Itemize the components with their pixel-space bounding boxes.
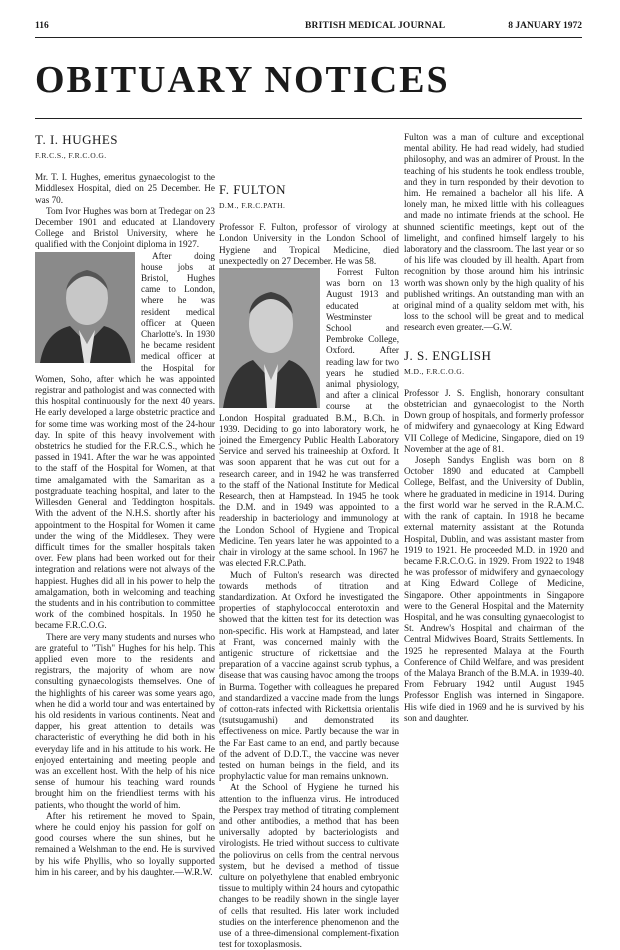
- title-rule: [35, 118, 582, 119]
- section-title: OBITUARY NOTICES: [35, 59, 450, 101]
- paragraph: Mr. T. I. Hughes, emeritus gynaecologist to the Middlesex Hospital, died on 25 December. He was 70.: [35, 172, 215, 205]
- page-number: 116: [35, 21, 49, 31]
- obituary-degrees: F.R.C.S., F.R.C.O.G.: [35, 151, 107, 160]
- paragraph: There are very many students and nurses who are grateful to "Tish" Hughes for his help. This applied even more to the residents and registrars, the majority of whom are now consulting gynaecologists themselves. One of the highlights of his career was some years ago, when he did a world tour and was entertained by his old residents in various continents. Neat and dapper, his great attention to details was characteristic of everything he did both in his everyday life and in his attitude to his work. He enjoyed entertaining and meeting people and was an excellent host. With the help of his nice sense of humour his teaching ward rounds brought him on the friendliest terms with his patients, who thought the world of him.: [35, 631, 215, 810]
- paragraph: Tom Ivor Hughes was born at Tredegar on 23 December 1901 and educated at Llandovery College and Bristol University, where he qualified with the Conjoint diploma in 1927.: [35, 205, 215, 250]
- obituary-name: J. S. ENGLISH: [404, 347, 492, 363]
- paragraph: Professor F. Fulton, professor of virology at London University in the London School of Hygiene and Tropical Medicine, died unexpectedly on 27 December. He was 58.: [219, 222, 399, 266]
- running-header: [35, 21, 582, 35]
- paragraph: Professor J. S. English, honorary consultant obstetrician and gynaecologist to the North Down group of hospitals, and formerly professor of midwifery and gynaecology at King Edward VII College of Medicine, Singapore, died on 19 November at the age of 81.: [404, 387, 584, 454]
- paragraph: Joseph Sandys English was born on 8 October 1890 and educated at Campbell College, Belfast, and the University of Dublin, where he graduated in medicine in 1914. During the first world war he served in the R.A.M.C. with the rank of captain. In 1918 he became external maternity assistant at the Rotunda Hospital, Dublin, and was assistant master from 1919 to 1921. He proceeded M.D. in 1920 and became F.R.C.O.G. in 1929. From 1922 to 1948 he was professor of midwifery and gynaecology at King Edward College of Medicine, Singapore. Other appointments in Singapore were to the General Hospital and the Maternity Hospital, and he was consulting gynaecologist to St. Andrew's Hospital and chairman of the Central Midwives Board, Straits Settlements. In 1925 he represented Malaya at the Fourth Conference of Child Welfare, and was president of the Malaya Branch of the B.M.A. in 1939-40. From February 1942 until August 1945 Professor English was interned in Singapore. His wife died in 1969 and he is survived by his son and daughter.: [404, 455, 584, 723]
- paragraph: Much of Fulton's research was directed towards methods of titration and standardization. At Oxford he investigated the properties of staphylococcal enterotoxin and showed that the kitten test for its detection was non-specific. His work at Hampstead, and later at Frant, was concerned mainly with the antigenic structure of rickettsiae and the preparation of a vaccine against scrub typhus, a disease that was causing havoc among the troops in Burma. Together with colleagues he prepared and standardized a vaccine made from the lungs of cotton-rats infected with Rickettsia orientalis (tsutsugamushi) and demonstrated its effectiveness on mice. Partly because the war in the Far East came to an end, and partly because of the advent of D.D.T., the vaccine was never tested on human beings in the field, and its prophylactic value for man remains unknown.: [219, 569, 399, 782]
- portrait-photo: [219, 268, 320, 408]
- issue-date: 8 JANUARY 1972: [508, 21, 582, 31]
- paragraph: Forrest Fulton was born on 13 August 1913 and educated at Westminster School and Pembroke College, Oxford. After reading law for two years he studied animal physiology, and after a clinical course at the London Hospital graduated B.M., B.Ch. in 1939. Deciding to go into laboratory work, he joined the Emergency Public Health Laboratory Service and served his traineeship at Oxford. It was soon apparent that he was cut out for a research career, and in 1942 he was transferred to the staff of the National Institute for Medical Research, then at Hampstead. In 1945 he took the D.M. and in 1949 was appointed to a readership in bacteriology and immunology at the London School of Hygiene and Tropical Medicine. Ten years later he was appointed to a chair in virology at the same school. In 1967 he was elected F.R.C.Path.: [219, 267, 399, 569]
- obituary-hughes: [35, 132, 215, 878]
- paragraph: Fulton was a man of culture and exceptional mental ability. He had read widely, had studied philosophy, and was an admirer of Proust. In the teaching of his students he took endless trouble, and they in turn responded by their devotion to him. He remained a bachelor all his life. A lonely man, he mixed little with his colleagues and made no intimate friends at the school. He shunned scientific meetings, kept out of the limelight, and confined himself largely to his laboratory and the classroom. The last year or so of his life was clouded by ill health. Apart from recognition by those around him his intrinsic worth was shown only by the high quality of his published writings. An outstanding man with an original mind of a quality seldom met with, his loss to the school will be great and to medical research even greater.—G.W.: [404, 132, 584, 333]
- paragraph: After doing house jobs at Bristol, Hughes came to London, where he was resident medical officer at Queen Charlotte's. In 1930 he became resident medical officer at the Hospital for Women, Soho, after which he was appointed registrar and pathologist and was connected with this hospital continuously for the next 40 years. He early developed a large obstetric practice and for some time was working most of the 24-hour day. In spite of this heavy involvement with obstetrics he studied for the F.R.C.S., which he passed in 1941. After the war he was appointed to the staff of the Hospital for Women, at that time amalgamated with the Samaritan as a postgraduate teaching hospital, and later to the Willesden General and Teddington hospitals. With the advent of the N.H.S. shortly after his appointment to the Hospital for Women it came under the wing of the Middlesex. They were difficult times for the smaller hospitals taken over. Few plans had been worked out for their integration and relations were not always of the happiest. Hughes did all in his power to help the amalgamation, both in welcoming and teaching the students and in his contribution to committee work of the combined hospitals. In 1950 he became F.R.C.O.G.: [35, 250, 215, 631]
- obituary-degrees: D.M., F.R.C.PATH.: [219, 201, 286, 210]
- obituary-fulton: [219, 182, 399, 950]
- spacer: [404, 334, 584, 348]
- obituary-name: F. FULTON: [219, 182, 287, 197]
- journal-name: BRITISH MEDICAL JOURNAL: [305, 21, 446, 31]
- column-1: [35, 132, 215, 878]
- header-rule: [35, 37, 582, 38]
- obituary-name: T. I. HUGHES: [35, 132, 119, 147]
- column-continuation-space: [219, 132, 399, 182]
- paragraph: At the School of Hygiene he turned his attention to the influenza virus. He introduced the Perspex tray method of titrating complement and other antibodies, a method that has been universally adopted by bacteriologists and virologists. He tried without success to cultivate the poliovirus on cells from the central nervous system, but he devised a method of tissue culture on polyethylene that enabled embryonic tissue to multiply within 24 hours and cytopathic changes to be readily shown in the single layer of cells that resulted. His later work included studies on the interference phenomenon and the use of a three-dimensional complement-fixation test for toxoplasmosis.: [219, 782, 399, 950]
- column-2: [219, 132, 399, 950]
- obituary-english: [404, 348, 584, 724]
- obituary-degrees: M.D., F.R.C.O.G.: [404, 366, 465, 376]
- column-3: [404, 132, 584, 724]
- portrait-photo: [35, 252, 135, 363]
- paragraph: After his retirement he moved to Spain, where he could enjoy his passion for golf on good courses where the sun shines, but he remained a Welshman to the end. He is survived by his wife Phyllis, who so loyally supported him in his career, and by his daughter.—W.R.W.: [35, 810, 215, 877]
